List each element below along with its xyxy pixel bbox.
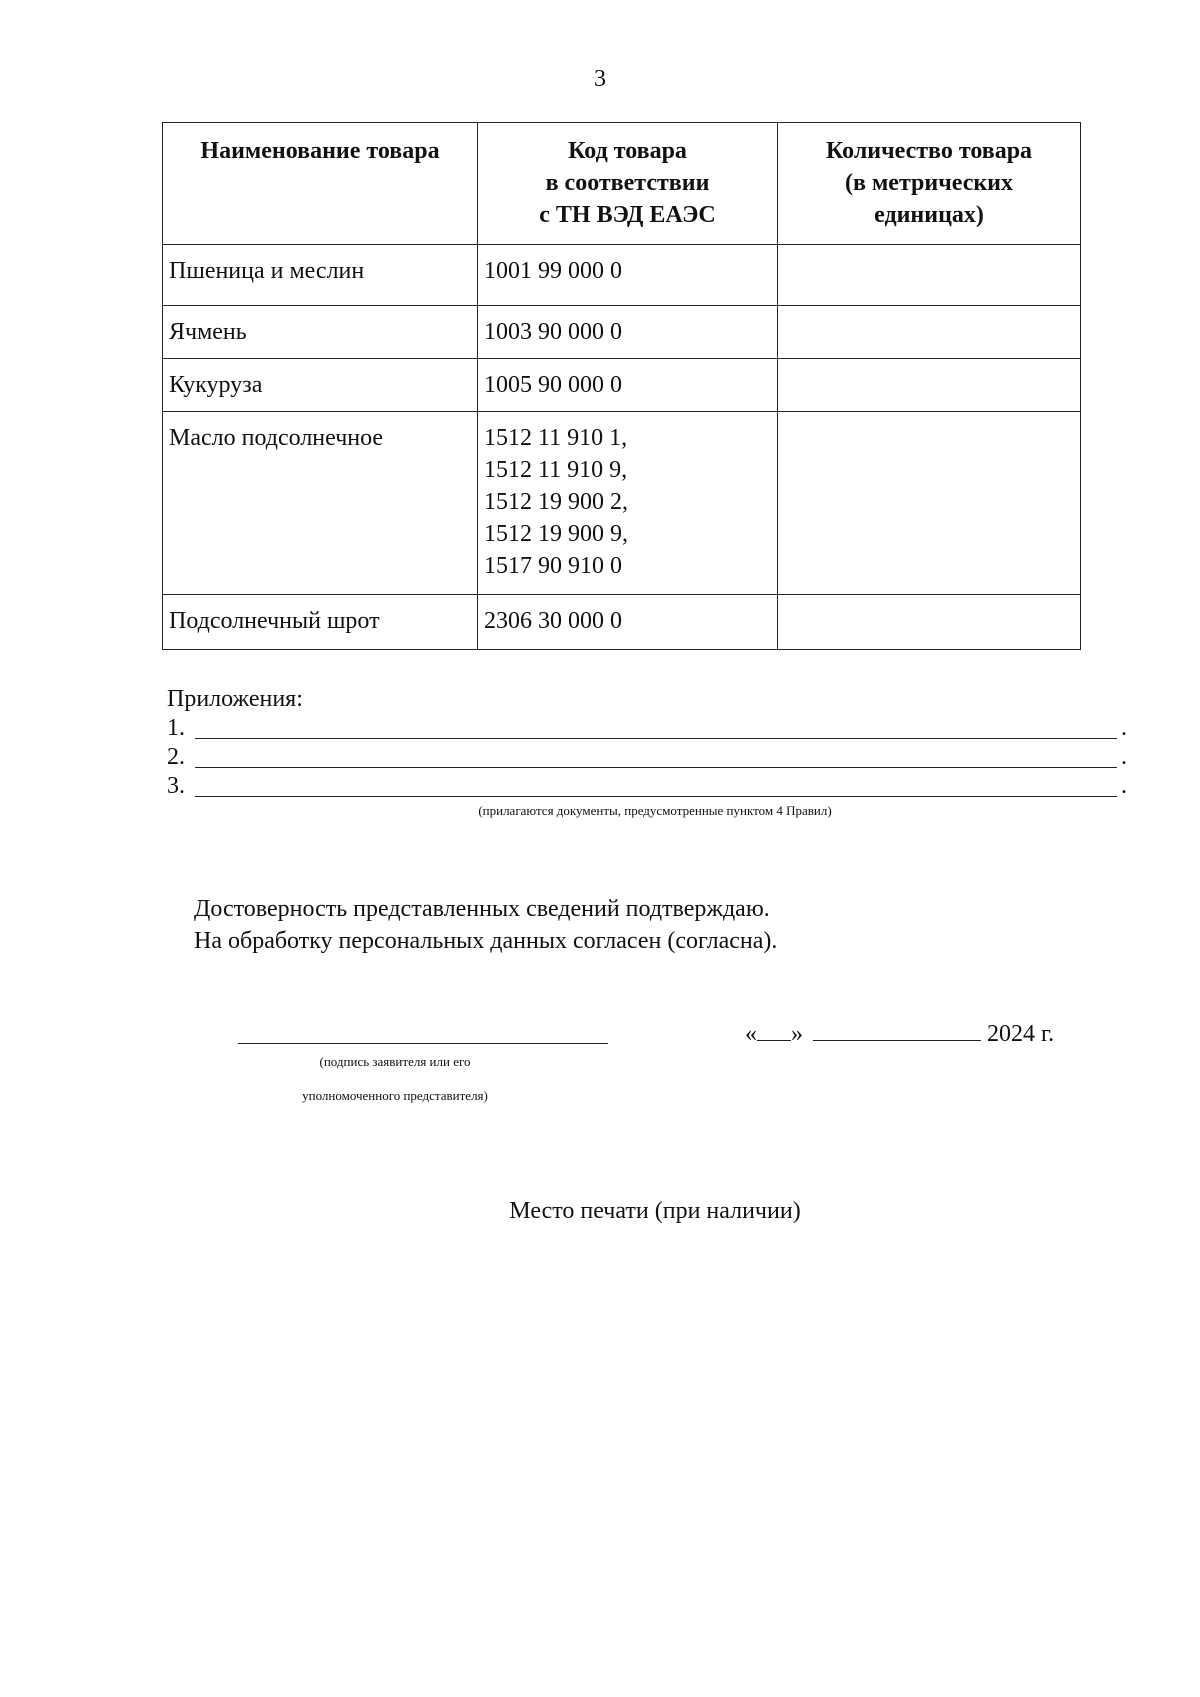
goods-name-cell: Ячмень	[163, 306, 478, 359]
date-year: 2024 г.	[987, 1021, 1055, 1047]
date-day-blank[interactable]	[757, 1020, 791, 1041]
goods-name-cell: Масло подсолнечное	[163, 412, 478, 595]
table-row	[163, 412, 1081, 595]
table-header-row	[163, 123, 1081, 245]
confirmation-line-accuracy: Достоверность представленных сведений подтверждаю.	[194, 896, 770, 922]
goods-quantity-cell[interactable]	[778, 412, 1081, 595]
header-goods-quantity: Количество товара (в метрических единицах)	[778, 123, 1081, 245]
attachment-blank-line[interactable]	[195, 738, 1117, 739]
goods-code-cell: 1005 90 000 0	[478, 359, 778, 412]
attachments-section	[167, 684, 1127, 801]
page-number: 3	[594, 66, 606, 92]
signature-line[interactable]	[238, 1043, 608, 1044]
goods-quantity-cell[interactable]	[778, 359, 1081, 412]
goods-quantity-cell[interactable]	[778, 245, 1081, 306]
table-row	[163, 595, 1081, 650]
signature-caption: (подпись заявителя или его уполномоченного представителя)	[302, 1054, 488, 1103]
goods-name-cell: Пшеница и меслин	[163, 245, 478, 306]
goods-quantity-cell[interactable]	[778, 306, 1081, 359]
confirmation-text	[194, 893, 777, 957]
header-goods-code: Код товара в соответствии с ТН ВЭД ЕАЭС	[478, 123, 778, 245]
date-close-quote: »	[791, 1021, 803, 1047]
attachment-blank-line[interactable]	[195, 767, 1117, 768]
goods-code-cell: 1512 11 910 1, 1512 11 910 9, 1512 19 900 2, 1512 19 900 9, 1517 90 910 0	[478, 412, 778, 595]
header-goods-name: Наименование товара	[163, 123, 478, 245]
date-open-quote: «	[745, 1021, 757, 1047]
goods-code-cell: 1001 99 000 0	[478, 245, 778, 306]
goods-table	[162, 122, 1081, 650]
confirmation-line-consent: На обработку персональных данных согласен (согласна).	[194, 928, 778, 954]
table-row	[163, 245, 1081, 306]
goods-name-cell: Подсолнечный шрот	[163, 595, 478, 650]
stamp-place-label: Место печати (при наличии)	[509, 1198, 801, 1224]
attachment-line[interactable]	[167, 714, 1127, 743]
goods-quantity-cell[interactable]	[778, 595, 1081, 650]
attachment-terminator: .	[1121, 744, 1127, 770]
attachment-terminator: .	[1121, 773, 1127, 799]
attachment-number: 1.	[167, 715, 185, 741]
goods-name-cell: Кукуруза	[163, 359, 478, 412]
attachment-line[interactable]	[167, 772, 1127, 801]
goods-code-cell: 1003 90 000 0	[478, 306, 778, 359]
table-row	[163, 306, 1081, 359]
attachment-line[interactable]	[167, 743, 1127, 772]
attachments-note: (прилагаются документы, предусмотренные пунктом 4 Правил)	[478, 803, 832, 818]
attachment-blank-line[interactable]	[195, 796, 1117, 797]
attachment-number: 2.	[167, 744, 185, 770]
table-row	[163, 359, 1081, 412]
date-month-blank[interactable]	[813, 1020, 981, 1041]
attachment-number: 3.	[167, 773, 185, 799]
date-field	[745, 1019, 1054, 1049]
goods-code-cell: 2306 30 000 0	[478, 595, 778, 650]
attachments-title: Приложения:	[167, 686, 303, 712]
attachment-terminator: .	[1121, 715, 1127, 741]
